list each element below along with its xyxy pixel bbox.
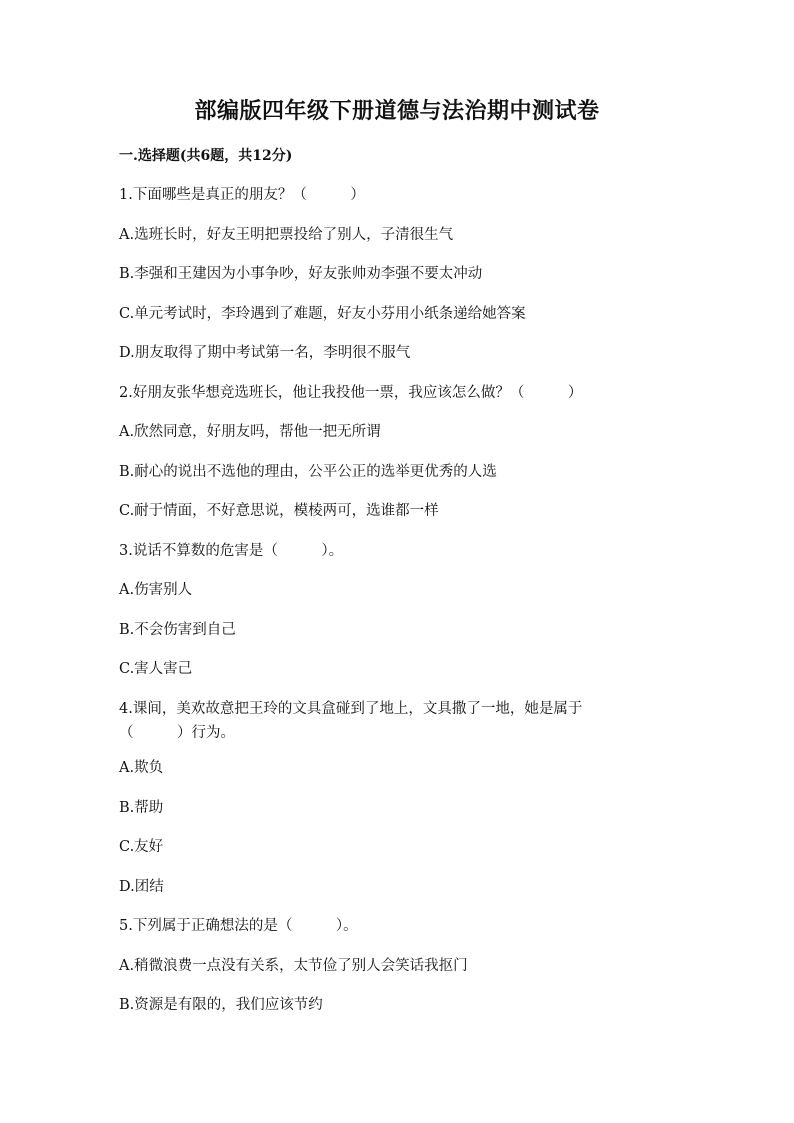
answer-option: D.朋友取得了期中考试第一名，李明很不服气 [119,345,411,361]
answer-option: C.耐于情面，不好意思说，模棱两可，选谁都一样 [119,503,439,519]
answer-option: C.友好 [119,839,164,855]
section-heading: 一.选择题(共6题，共12分) [119,148,293,164]
answer-option: A.欣然同意，好朋友吗，帮他一把无所谓 [119,424,381,440]
question-stem: 1.下面哪些是真正的朋友？（ ） [119,187,365,203]
question-stem: 2.好朋友张华想竞选班长，他让我投他一票，我应该怎么做？（ ） [119,385,583,401]
answer-option: A.伤害别人 [119,582,193,598]
answer-option: B.资源是有限的，我们应该节约 [119,997,323,1013]
question-stem: 5.下列属于正确想法的是（ ）。 [119,918,358,934]
answer-option: B.不会伤害到自己 [119,622,236,638]
page-title: 部编版四年级下册道德与法治期中测试卷 [194,98,600,124]
answer-option: C.害人害己 [119,661,193,677]
question-stem: 3.说话不算数的危害是（ ）。 [119,543,344,559]
answer-option: D.团结 [119,879,164,895]
answer-option: B.帮助 [119,800,164,816]
answer-option: A.欺负 [119,760,164,776]
question-stem: 4.课间，美欢故意把王玲的文具盒碰到了地上，文具撒了一地，她是属于（ ）行为。 [119,701,583,741]
answer-option: C.单元考试时，李玲遇到了难题，好友小芬用小纸条递给她答案 [119,306,526,322]
answer-option: A.稍微浪费一点没有关系，太节俭了别人会笑话我抠门 [119,958,468,974]
answer-option: B.李强和王建因为小事争吵，好友张帅劝李强不要太冲动 [119,266,483,282]
answer-option: B.耐心的说出不选他的理由，公平公正的选举更优秀的人选 [119,464,497,480]
answer-option: A.选班长时，好友王明把票投给了别人，子清很生气 [119,227,454,243]
